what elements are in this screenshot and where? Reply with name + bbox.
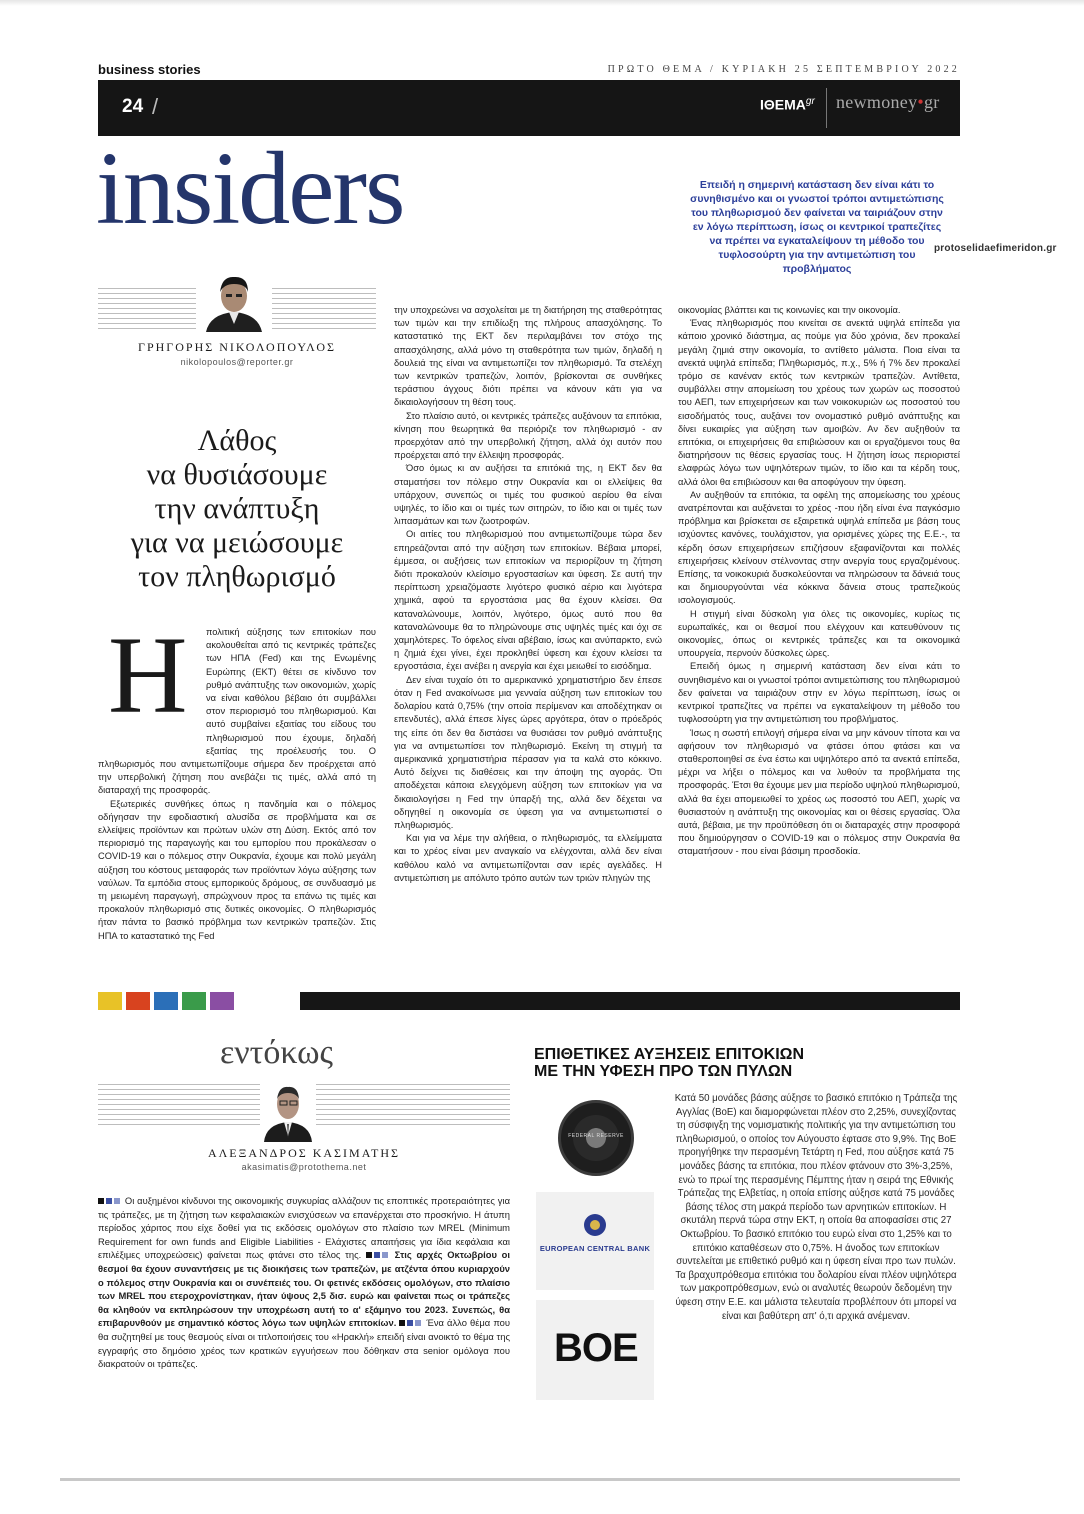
headline-line: να θυσιάσουμε: [146, 458, 328, 491]
article-paragraph: Όσο όμως κι αν αυξήσει τα επιτόκιά της, η ΕΚΤ δεν θα σταματήσει τον πόλεμο στην Ουκρανία και οι ελλείψεις θα υπάρχουν, συνεπώς οι τιμές του φυσικού αερίου θα είναι υψηλές, το ίδιο και οι τιμές των σιτηρών, το ίδιο και οι τιμές των λιπασμάτων και των ζωοτροφών.: [394, 463, 662, 527]
bullet-square: [106, 1198, 112, 1204]
bullet-square: [98, 1198, 104, 1204]
scan-edge: [0, 0, 1084, 6]
bullet-square: [399, 1320, 405, 1326]
article-column-3: [678, 304, 960, 859]
author-email: nikolopoulos@reporter.gr: [180, 357, 294, 367]
page-header-bar: [98, 80, 960, 136]
headline-line: την ανάπτυξη: [154, 492, 320, 525]
entokos-text: [98, 1194, 510, 1371]
article-paragraph: Και για να λέμε την αλήθεια, ο πληθωρισμός, τα ελλείμματα και το χρέος είναι μεν αναγκαίο να ελέγχονται, αλλά δεν είναι καθόλου καλό να αντιμετωπίζονται σαν ιερές αγελάδες. Η αντιμετώπιση με απόλυτο τρόπο αυτών των τριών πληγών της: [394, 833, 662, 883]
article-column-1: [98, 626, 376, 943]
ecb-mark: [584, 1214, 606, 1236]
boe-logo-icon: [536, 1300, 654, 1400]
bullet-square: [114, 1198, 120, 1204]
headline-line: Λάθος: [197, 424, 277, 457]
ecb-logo-text: EUROPEAN CENTRAL BANK: [539, 1244, 651, 1253]
bullet-square: [407, 1320, 413, 1326]
color-strip-segment: [182, 992, 206, 1010]
article-column-2: [394, 304, 662, 885]
brand-logo-ithema: $I\Theta EMA^{gr}$: [760, 96, 815, 113]
ecb-logo-icon: [536, 1192, 654, 1290]
color-strip-segment: [154, 992, 178, 1010]
source-watermark: protoselidaefimeridon.gr: [934, 243, 1057, 254]
article-paragraph: Οι αιτίες του πληθωρισμού που αντιμετωπίζουμε τώρα δεν επηρεάζονται από την αύξηση των επιτοκίων. Βέβαια μπορεί, έμμεσα, οι αυξήσεις των επιτοκίων να περιορίζουν τη ζήτηση διότι προκαλούν κλείσιμο εργοστασίων και ύφεση. Σε αυτή την περίπτωση χρειαζόμαστε λιγότερο φυσικό αέριο και λιγότερα χημικά, αφού τα εργοστάσια μας θα έχουν κλείσει. Θα καταναλώνουμε, λοιπόν, λιγότερο, όμως αυτό που θα καταναλώνουμε θα το πληρώνουμε στις υψηλές τιμές και όχι σε χαμηλότερες. Το όφελος είναι αβέβαιο, ίσως και ανύπαρκτο, ενώ η ζημιά έχει γίνει, έχει προκληθεί ύφεση και έχουν κλείσει τα εργοστάσια, έχει ανέβει η ανεργία και έχει μειωθεί το εισόδημα.: [394, 529, 662, 672]
pull-quote: Επειδή η σημερινή κατάσταση δεν είναι κάτι το συνηθισμένο και οι γνωστοί τρόποι αντιμετώπισης του πληθωρισμού δεν φαίνεται να ταιριάζουν στην εν λόγω περίπτωση, ίσως οι κεντρικοί τραπεζίτες να πρέπει να εγκαταλείψουν τη μέθοδο του τυφλοσούρτη για την αντιμετώπιση του προβλήματος: [690, 179, 944, 275]
boe-logo-text: BOE: [554, 1326, 638, 1370]
bullet-square: [415, 1320, 421, 1326]
article-paragraph: Ένας πληθωρισμός που κινείται σε ανεκτά υψηλά επίπεδα για κάποιο χρονικό διάστημα, ας πούμε για δύο χρόνια, δεν προκαλεί μεγάλη ζημιά στην οικονομία, το αντίθετο μάλιστα. Ποια είναι τα ανεκτά υψηλά επίπεδα; Πληθωρισμός, π.χ., 5% ή 7% δεν προκαλεί τρόμο σε κανέναν εκτός των κεντρικών τραπεζών. Αντίθετα, συμβάλλει στην απομείωση του χρέους των χωρών ως ποσοστού του ΑΕΠ, των επιχειρήσεων και των νοικοκυριών ως ποσοστού του εισοδήματός τους, αυξάνει τον ονομαστικό ρυθμό ανάπτυξης και δίνει ευκαιρίες για αύξηση των αμοιβών. Αν δεν αυξηθούν τα επιτόκια, οι επιχειρήσεις θα επιβιώσουν και οι εργαζόμενοι τους θα διατηρήσουν τις θέσεις εργασίας τους. Η ζήτηση ίσως περιοριστεί ελαφρώς λόγω των υψηλότερων τιμών, το ίδιο και τα κέρδη τους, αλλά όλοι θα επιβιώσουν και θα αποφύγουν την ύφεση.: [678, 318, 960, 487]
bullet-square: [366, 1252, 372, 1258]
page-slash: /: [152, 94, 159, 119]
article-paragraph: Εξωτερικές συνθήκες όπως η πανδημία και ο πόλεμος οδήγησαν την εφοδιαστική αλυσίδα σε προβλήματα και σε ελλείψεις προϊόντων και πρώτων υλών στη Δύση. Εκτός από τον περιορισμό της παραγωγής και του εμπορίου που προκάλεσαν ο COVID-19 και ο πόλεμος στην Ουκρανία, έχουμε και πολύ μεγάλη αύξηση του κόστους μεταφοράς των προϊόντων λόγω αύξησης των ναύλων. Τα εμπόδια στους εμπορικούς δρόμους, σε συνδυασμό με τη μειωμένη παραγωγή, σπρώχνουν προς τα επάνω τις τιμές και προκαλούν πληθωρισμό στις δυτικές οικονομίες. Ο πληθωρισμός ήταν πάντα το βασικό πρόβλημα των κεντρικών τραπεζών. Στις ΗΠΑ το καταστατικό της Fed: [98, 798, 376, 941]
dateline: ΠΡΩΤΟ ΘΕΜΑ / ΚΥΡΙΑΚΗ 25 ΣΕΠΤΕΜΒΡΙΟΥ 2022: [607, 64, 960, 75]
article-paragraph: πολιτική αύξησης των επιτοκίων που ακολουθείται από τις κεντρικές τράπεζες των ΗΠΑ (Fed) και της Ενωμένης Ευρώπης (ΕΚΤ) θέτει σε κίνδυνο τον ρυθμό ανάπτυξης των οικονομιών, χωρίς να είναι καθόλου βέβαιο ότι συμβάλλει στον περιορισμό του πληθωρισμού. Και αυτό συμβαίνει εξαιτίας του είδους του πληθωρισμού που έχουμε, δηλαδή εξαιτίας της προέλευσής του. Ο πληθωρισμός που αντιμετωπίζουμε σήμερα δεν προέρχεται από την υπερβολική ζήτηση που ανεβάζει τις τιμές, αλλά από τη διαταραχή της προσφοράς.: [98, 627, 376, 796]
seal-text: FEDERAL RESERVE: [568, 1133, 624, 1139]
article-paragraph: οικονομίας βλάπτει και τις κοινωνίες και την οικονομία.: [678, 305, 901, 315]
author-portrait: [260, 1080, 316, 1142]
color-strip-segment: [126, 992, 150, 1010]
hatch-decoration: [314, 1084, 510, 1128]
author-name: ΓΡΗΓΟΡΗΣ ΝΙΚΟΛΟΠΟΥΛΟΣ: [138, 340, 336, 354]
entokos-paragraph: Οι αυξημένοι κίνδυνοι της οικονομικής συγκυρίας αλλάζουν τις εποπτικές προτεραιότητες για τις τράπεζες, με τη ζήτηση των κεφαλαιακών ενισχύσεων να επανέρχεται στο προσκήνιο. Η άτυπη περίοδος χάριτος που είχε δοθεί για τις εκδόσεις ομολόγων στο πλαίσιο των MREL (Minimum Requirement for own funds and Eligible Liabilities - Ελάχιστες απαιτήσεις για ίδια κεφάλαια και επιλέξιμες υποχρεώσεις) φαίνεται πως φτάνει στο τέλος της. Στις αρχές Οκτωβρίου οι θεσμοί θα έχουν συναντήσεις με τις διοικήσεις των τραπεζών, με ατζέντα όπου κυριαρχούν ο πόλεμος στην Ουκρανία και οι συνέπειές του. Οι φετινές εκδόσεις ομολόγων, στο πλαίσιο των MREL που ετεροχρονίστηκαν, ήταν ύψους 2,5 δισ. ευρώ και φαίνεται πως οι τράπεζες θα κληθούν να εκπληρώσουν την υποχρέωση αυτή το α' εξάμηνο του 2023. Συνεπώς, θα επιβαρυνθούν με σημαντικό κόστος λόγω των υψηλών επιτοκίων. Ένα άλλο θέμα που θα συζητηθεί με τους θεσμούς είναι οι τιτλοποιήσεις του «Ηρακλή» επειδή είναι ανοικτό το θέμα της εγγραφής στο δημόσιο χρέος των κρατικών εγγυήσεων που δόθηκαν στα senior ομόλογα που διακρατούν οι τράπεζες.: [98, 1195, 510, 1370]
sidebar-title-line: ΕΠΙΘΕΤΙΚΕΣ ΑΥΞΗΣΕΙΣ ΕΠΙΤΟΚΙΩΝ: [534, 1046, 805, 1063]
brand-divider: [826, 88, 827, 128]
entokos-author-name: ΑΛΕΞΑΝΔΡΟΣ ΚΑΣΙΜΑΤΗΣ: [207, 1146, 401, 1160]
headline-line: για να μειώσουμε: [130, 526, 344, 559]
scan-edge: [60, 1478, 960, 1481]
article-paragraph: Η στιγμή είναι δύσκολη για όλες τις οικονομίες, κυρίως τις ευρωπαϊκές, και οι θεσμοί που ελέγχουν και κατευθύνουν τις οικονομίες, όπως οι κεντρικές τράπεζες και τα οικονομικά υπουργεία, περνούν δύσκολες ώρες.: [678, 608, 960, 659]
color-strip: [98, 992, 238, 1010]
article-paragraph: Δεν είναι τυχαίο ότι το αμερικανικό χρηματιστήριο δεν έπεσε όταν η Fed ανακοίνωσε μια γενναία αύξηση των επιτοκίων του δολαρίου κατά 0,75% (την οποία περίμεναν και αποδέχτηκαν οι επενδυτές), αλλά έπεσε λίγες ώρες αργότερα, όταν ο πρόεδρός της είπε ότι δεν θα διστάσει να θυσιάσει τον ρυθμό ανάπτυξης για να αντιμετωπίσει τον πληθωρισμό. Εκείνη τη στιγμή τα αμερικανικά χρηματιστήρια πέρασαν για τα καλά στο κόκκινο. Αυτό δείχνει τις διαθέσεις και την άποψη της αγοράς. Ότι αποδέχεται κάποια ελεγχόμενη αύξηση των επιτοκίων για να δικαιολογήσει η Fed την ύπαρξή της, αλλά δεν δέχεται να οδηγηθεί η οικονομία σε ύφεση για να αντιμετωπιστεί ο πληθωρισμός.: [394, 674, 662, 830]
article-paragraph: Στο πλαίσιο αυτό, οι κεντρικές τράπεζες αυξάνουν τα επιτόκια, κίνηση που θεωρητικά θα περιόριζε τον πληθωρισμό - αν προερχόταν από την υπερβολική ζήτηση, αλλά όχι αυτόν που προέρχεται από την έλλειψη προσφοράς.: [394, 410, 662, 461]
hatch-decoration: [272, 288, 376, 332]
sidebar-title-line: ΜΕ ΤΗΝ ΥΦΕΣΗ ΠΡΟ ΤΩΝ ΠΥΛΩΝ: [534, 1063, 793, 1080]
bullet-square: [382, 1252, 388, 1258]
column-masthead: insiders: [96, 131, 404, 246]
page-number: 24: [122, 96, 144, 117]
author-portrait: [196, 272, 272, 332]
section-divider-bar: [300, 992, 960, 1010]
article-paragraph: την υποχρεώνει να ασχολείται με τη διατήρηση της σταθερότητας των τιμών και την επιδίωξη της πλήρους απασχόλησης. Το καταστατικό της ΕΚΤ δεν περιλαμβάνει τον στόχο της απασχόλησης, αλλά μόνο τη σταθερότητα των τιμών, δηλαδή η δουλειά της είναι να αντιμετωπίζει τον πληθωρισμό. Τα στελέχη των κεντρικών τραπεζών, λοιπόν, βρίσκονται σε συνθήκες τεράστιου άγχους διότι πρέπει να κάνουν κάτι για να δικαιολογήσουν τη θέση τους.: [394, 305, 662, 408]
brand-logo-newmoney: newmoney•gr: [836, 92, 940, 112]
bullet-square: [374, 1252, 380, 1258]
article-headline: [98, 424, 376, 594]
column-title-entokos: εντόκως: [220, 1034, 333, 1071]
section-label: business stories: [98, 62, 201, 77]
hatch-decoration: [98, 1084, 262, 1128]
headline-line: τον πληθωρισμό: [138, 560, 336, 593]
sidebar-title: [534, 1046, 954, 1080]
article-paragraph: Αν αυξηθούν τα επιτόκια, τα οφέλη της απομείωσης του χρέους ανατρέπονται και αυξάνεται το χρέος -που ήδη είναι ένα παγκόσμιο πρόβλημα και βρίσκεται σε εξαιρετικά υψηλά επίπεδα με βάση τους ισχύοντες κανόνες, τουλάχιστον, για ορισμένες χώρες της Ε.Ε.-, τα κέρδη όσων επιχειρήσεων επιζήσουν εξαφανίζονται και πολλές επιχειρήσεις κλείνουν στέλνοντας στην ανεργία τους εργαζομένους. Επίσης, τα νοικοκυριά δυσκολεύονται να πληρώσουν τα δάνειά τους και δημιουργούνται νέα κόκκινα δάνεια στους τραπεζικούς ισολογισμούς.: [678, 489, 960, 606]
entokos-author-email: akasimatis@protothema.net: [241, 1162, 367, 1172]
article-paragraph: Επειδή όμως η σημερινή κατάσταση δεν είναι κάτι το συνηθισμένο και οι γνωστοί τρόποι αντιμετώπισης του πληθωρισμού δεν φαίνεται να ταιριάζουν στην εν λόγω περίπτωση, ίσως οι κεντρικοί τραπεζίτες να πρέπει να εγκαταλείψουν τη μέθοδο του τυφλοσούρτη για την αντιμετώπιση του προβλήματος.: [678, 661, 960, 725]
color-strip-segment: [98, 992, 122, 1010]
drop-cap: Η: [108, 614, 188, 736]
article-paragraph: Ίσως η σωστή επιλογή σήμερα είναι να μην κάνουν τίποτα και να αφήσουν τον πληθωρισμό να φτάσει όπου φτάσει και να σταθεροποιηθεί σε ένα έστω και υψηλότερο από τα ανεκτά επίπεδα, μέχρι να λήξει ο πόλεμος και να λυθούν τα προβλήματα της προσφοράς. Έτσι θα έχουμε μεν μια περίοδο υψηλού πληθωρισμού, αλλά θα έχει απομειωθεί το χρέος ως ποσοστό του ΑΕΠ, χωρίς να θυσιαστούν η ανάπτυξη της οικονομίας και οι θέσεις εργασίας. Όλα αυτά, βέβαια, με την προϋπόθεση ότι οι διαταραχές στην προσφορά που δημιούργησαν ο COVID-19 και ο πόλεμος στην Ουκρανία θα σταματήσουν - που είναι βάσιμη προσδοκία.: [678, 727, 960, 857]
color-strip-segment: [210, 992, 234, 1010]
sidebar-text: Κατά 50 μονάδες βάσης αύξησε το βασικό επιτόκιο η Τράπεζα της Αγγλίας (BoE) και διαμορφώνεται πλέον στο 2,25%, συνεχίζοντας τη σύσφιγξη της νομισματικής πολιτικής για την αντιμετώπιση του πληθωρισμού, ο οποίος τον Αύγουστο έφτασε στο 9,9%. Της BoE προηγήθηκε την περασμένη Τετάρτη η Fed, που αύξησε κατά 75 μονάδες βάσης τα επιτόκια, που πλέον φτάνουν στο 3%-3,25%, ενώ το πρωί της περασμένης Πέμπτης ήταν η σειρά της Εθνικής Τράπεζας της Ελβετίας, η οποία επίσης αύξησε κατά 75 μονάδες βάσης τέλος στη μακρά περίοδο των αρνητικών επιτοκίων. Η σκυτάλη περνά τώρα στην ΕΚΤ, η οποία θα αποφασίσει στις 27 Οκτωβρίου. Το βασικό επιτόκιο του ευρώ είναι στο 1,25% και το επιτόκιο καταθέσεων στο 0,75%. Η άνοδος των επιτοκίων συντελείται με επιθετικό ρυθμό και η ύφεση είναι προ των πυλών. Τα βραχυπρόθεσμα επιτόκια του δολαρίου είναι πλέον υψηλότερα των μακροπρόθεσμων, ενώ οι αναλυτές θεωρούν δεδομένη την ύφεση στην Ε.Ε. και μάλιστα τελευταία προβλέπουν ότι μπορεί να είναι και βαθύτερη απ' ό,τι αρχικά ανέμεναν.: [674, 1093, 958, 1322]
federal-reserve-seal-icon: [558, 1100, 634, 1176]
hatch-decoration: [98, 288, 198, 332]
